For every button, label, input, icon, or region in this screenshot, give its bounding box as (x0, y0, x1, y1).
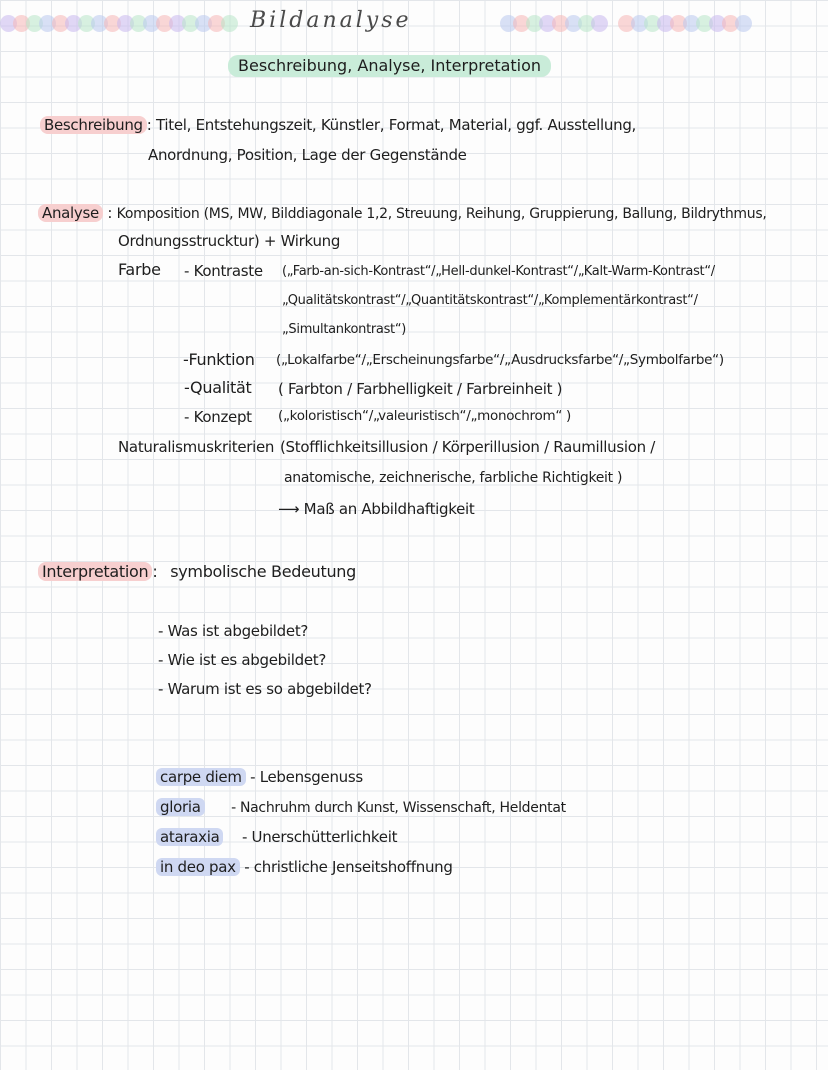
page-subtitle: Beschreibung, Analyse, Interpretation (228, 55, 551, 77)
kontraste-line1: („Farb-an-sich-Kontrast“/„Hell-dunkel-Kontrast“/„Kalt-Warm-Kontrast“/ (282, 264, 715, 279)
decorative-dots-right (500, 15, 748, 35)
naturalismus-label: Naturalismuskriterien (118, 438, 275, 456)
funktion-text: („Lokalfarbe“/„Erscheinungsfarbe“/„Ausdrucksfarbe“/„Symbolfarbe“) (276, 352, 724, 368)
interpretation-row (38, 562, 356, 581)
interpretation-text: symbolische Bedeutung (170, 562, 357, 581)
term-def: - Nachruhm durch Kunst, Wissenschaft, Heldentat (231, 800, 566, 816)
komposition-line1: Komposition (MS, MW, Bilddiagonale 1,2, Streuung, Reihung, Gruppierung, Ballung, Bildrythmus, (116, 206, 767, 222)
term-def: - Lebensgenuss (250, 768, 363, 786)
term-row (156, 828, 397, 846)
page-title: Bildanalyse (250, 8, 412, 33)
term-in-deo-pax: in deo pax (156, 858, 240, 876)
interpretation-sep: : (152, 562, 158, 581)
naturalismus-line2: anatomische, zeichnerische, farbliche Richtigkeit ) (284, 470, 623, 486)
funktion-label: -Funktion (183, 350, 255, 369)
term-ataraxia: ataraxia (156, 828, 223, 846)
qualitaet-label: -Qualität (184, 378, 252, 397)
qualitaet-text: ( Farbton / Farbhelligkeit / Farbreinheit ) (278, 380, 563, 398)
question-3: - Warum ist es so abgebildet? (158, 680, 372, 698)
term-row (156, 858, 453, 876)
term-gloria: gloria (156, 798, 205, 816)
beschreibung-sep: : (146, 116, 152, 134)
beschreibung-row (40, 116, 636, 134)
decorative-dots-left (0, 15, 234, 35)
kontraste-line3: „Simultankontrast“) (282, 322, 407, 337)
kontraste-label: - Kontraste (184, 262, 263, 280)
beschreibung-line1: Titel, Entstehungszeit, Künstler, Format, Material, ggf. Ausstellung, (156, 116, 637, 134)
beschreibung-line2: Anordnung, Position, Lage der Gegenstände (148, 146, 467, 164)
interpretation-label: Interpretation (38, 562, 152, 581)
kontraste-line2: „Qualitätskontrast“/„Quantitätskontrast“/„Komplementärkontrast“/ (282, 293, 698, 308)
naturalismus-line1: (Stofflichkeitsillusion / Körperillusion / Raumillusion / (280, 438, 656, 456)
analyse-row (38, 204, 766, 222)
farbe-label: Farbe (118, 260, 161, 279)
konzept-label: - Konzept (184, 408, 252, 426)
term-row (156, 798, 566, 816)
analyse-sep: : (107, 204, 113, 222)
beschreibung-label: Beschreibung (40, 116, 147, 134)
komposition-line2: Ordnungsstrucktur) + Wirkung (118, 232, 341, 250)
term-carpe-diem: carpe diem (156, 768, 246, 786)
question-1: - Was ist abgebildet? (158, 622, 309, 640)
analyse-label: Analyse (38, 204, 103, 222)
konzept-text: („koloristisch“/„valeuristisch“/„monochrom“ ) (278, 408, 571, 424)
term-def: - christliche Jenseitshoffnung (244, 858, 453, 876)
mass-text: ⟶ Maß an Abbildhaftigkeit (278, 500, 475, 518)
question-2: - Wie ist es abgebildet? (158, 651, 327, 669)
term-def: - Unerschütterlichkeit (241, 828, 398, 846)
term-row (156, 768, 363, 786)
